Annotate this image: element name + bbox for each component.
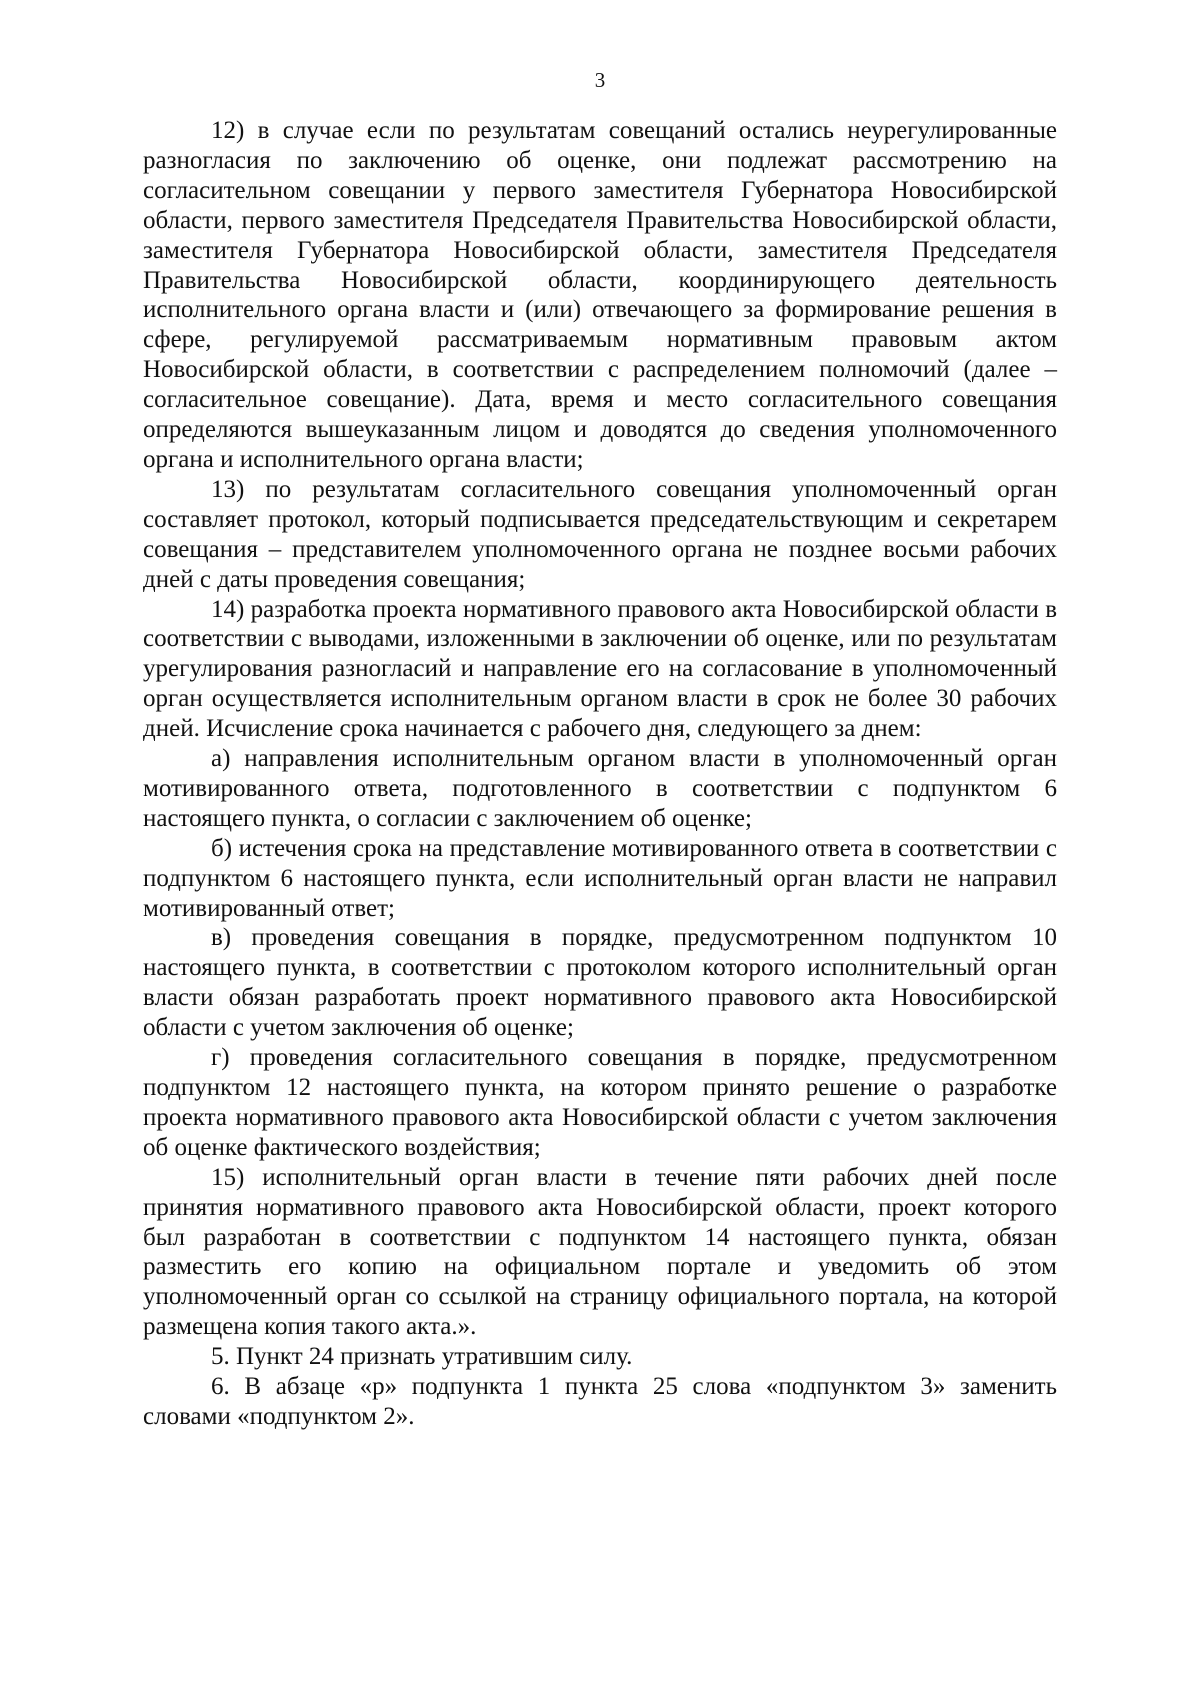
- page-number: 3: [594, 68, 606, 92]
- paragraph-subitem-14-a: а) направления исполнительным органом власти в уполномоченный орган мотивированного ответа, подготовленного в соответствии с подпунктом 6 настоящего пункта, о согласии с заключением об оценке;: [143, 745, 1057, 832]
- paragraph-item-6: 6. В абзаце «р» подпункта 1 пункта 25 слова «подпунктом 3» заменить словами «подпунктом 2».: [143, 1373, 1057, 1430]
- paragraph-subitem-14-g: г) проведения согласительного совещания в порядке, предусмотренном подпунктом 12 настоящего пункта, на котором принято решение о разработке проекта нормативного правового акта Новосибирской области с учетом заключения об оценке фактического воздействия;: [143, 1044, 1057, 1161]
- paragraph-subitem-15: 15) исполнительный орган власти в течение пяти рабочих дней после принятия нормативного правового акта Новосибирской области, проект которого был разработан в соответствии с подпунктом 14 настоящего пункта, обязан разместить его копию на официальном портале и уведомить об этом уполномоченный орган со ссылкой на страницу официального портала, на которой размещена копия такого акта.».: [143, 1163, 1057, 1341]
- paragraph-subitem-14: 14) разработка проекта нормативного правового акта Новосибирской области в соответствии с выводами, изложенными в заключении об оценке, или по результатам урегулирования разногласий и направление его на согласование в уполномоченный орган осуществляется исполнительным органом власти в срок не более 30 рабочих дней. Исчисление срока начинается с рабочего дня, следующего за днем:: [143, 595, 1057, 743]
- document-body: [143, 116, 1057, 1432]
- paragraph-subitem-14-b: б) истечения срока на представление мотивированного ответа в соответствии с подпунктом 6 настоящего пункта, если исполнительный орган власти не направил мотивированный ответ;: [143, 834, 1057, 922]
- paragraph-item-5: 5. Пункт 24 признать утратившим силу.: [211, 1343, 633, 1371]
- paragraph-subitem-13: 13) по результатам согласительного совещания уполномоченный орган составляет протокол, который подписывается председательствующим и секретарем совещания – представителем уполномоченного органа не позднее восьми рабочих дней с даты проведения совещания;: [143, 475, 1057, 593]
- paragraph-subitem-14-v: в) проведения совещания в порядке, предусмотренном подпунктом 10 настоящего пункта, в соответствии с протоколом которого исполнительный орган власти обязан разработать проект нормативного правового акта Новосибирской области с учетом заключения об оценке;: [143, 924, 1057, 1042]
- paragraph-subitem-12: 12) в случае если по результатам совещаний остались неурегулированные разногласия по заключению об оценке, они подлежат рассмотрению на согласительном совещании у первого заместителя Губернатора Новосибирской области, первого заместителя Председателя Правительства Новосибирской области, заместителя Губернатора Новосибирской области, заместителя Председателя Правительства Новосибирской области, координирующего деятельность исполнительного органа власти и (или) отвечающего за формирование решения в сфере, регулируемой рассматриваемым нормативным правовым актом Новосибирской области, в соответствии с распределением полномочий (далее – согласительное совещание). Дата, время и место согласительного совещания определяются вышеуказанным лицом и доводятся до сведения уполномоченного органа и исполнительного органа власти;: [143, 117, 1057, 473]
